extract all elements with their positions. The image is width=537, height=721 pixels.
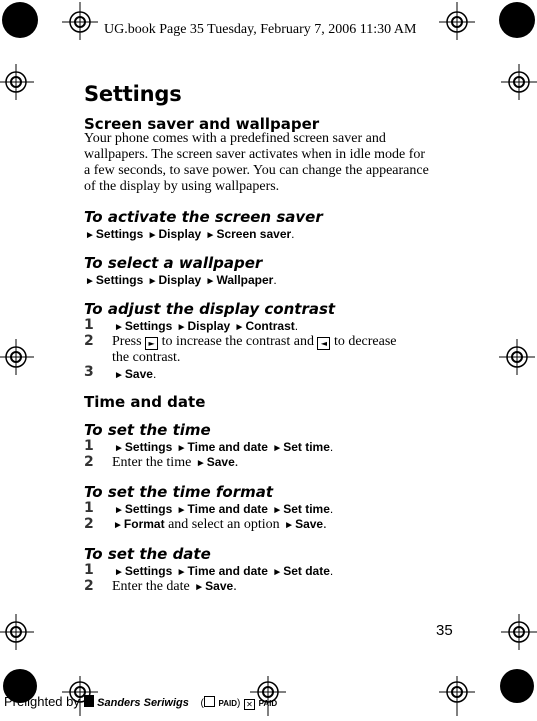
nav-path-screen-saver: ►Settings ►Display ►Screen saver. (85, 227, 295, 241)
step-text: Enter the time (112, 455, 192, 470)
menu-settings: Settings (95, 227, 144, 241)
step-text-format: ►Format and select an option ►Save. (113, 517, 327, 532)
crosshair-mark-bottom-right (437, 676, 477, 721)
step-number: 2 (84, 516, 94, 532)
nav-path-contrast: ►Settings ►Display ►Contrast. (114, 319, 299, 333)
arrow-icon: ► (113, 520, 123, 531)
step-number: 1 (84, 438, 94, 454)
arrow-icon: ► (85, 230, 95, 241)
arrow-icon: ► (114, 567, 124, 578)
menu-set-time: Set time (283, 502, 330, 516)
checkbox-checked-icon: ✕ (244, 699, 255, 710)
arrow-icon: ► (234, 322, 245, 333)
menu-time-and-date: Time and date (187, 564, 268, 578)
page-title: Settings (84, 82, 182, 106)
section-heading-time-date: Time and date (84, 393, 206, 411)
crosshair-mark-middle-left (0, 337, 40, 377)
step-text-continued: the contrast. (112, 350, 181, 365)
nav-path-set-time: ►Settings ►Time and date ►Set time. (114, 440, 334, 454)
menu-time-and-date: Time and date (187, 440, 268, 454)
arrow-icon: ► (114, 443, 124, 454)
arrow-icon: ► (272, 567, 283, 578)
menu-wallpaper: Wallpaper (216, 273, 274, 287)
menu-settings: Settings (124, 319, 173, 333)
arrow-icon: ► (284, 520, 295, 531)
paragraph-line: a few seconds, to save power. You can change the appearance (84, 163, 429, 178)
registration-mark-top-right (497, 0, 537, 40)
arrow-icon: ► (176, 567, 187, 578)
step-text-enter-date: Enter the date ►Save. (112, 579, 237, 594)
menu-screen-saver: Screen saver (216, 227, 292, 241)
paragraph-line: wallpapers. The screen saver activates when in idle mode for (84, 147, 426, 162)
step-text: and select an option (168, 517, 280, 532)
heading-activate-screen-saver: To activate the screen saver (84, 208, 323, 226)
menu-settings: Settings (124, 564, 173, 578)
step-text: Press (112, 334, 142, 349)
step-number: 2 (84, 578, 94, 594)
menu-save: Save (205, 579, 234, 593)
arrow-icon: ► (272, 443, 283, 454)
arrow-icon: ► (205, 276, 216, 287)
menu-time-and-date: Time and date (187, 502, 268, 516)
step-text-contrast (112, 334, 397, 350)
checkbox-icon (204, 696, 215, 707)
arrow-icon: ► (114, 505, 124, 516)
menu-display: Display (187, 319, 231, 333)
arrow-icon: ► (205, 230, 216, 241)
arrow-icon: ► (114, 370, 124, 381)
footer-logo-icon (84, 695, 94, 707)
registration-mark-bottom-right (497, 668, 537, 708)
nav-path-set-date: ►Settings ►Time and date ►Set date. (114, 564, 334, 578)
menu-settings: Settings (124, 440, 173, 454)
menu-set-date: Set date (283, 564, 330, 578)
menu-format: Format (123, 517, 165, 531)
page-header: UG.book Page 35 Tuesday, February 7, 2006 11:30 AM (104, 22, 417, 37)
arrow-icon: ► (272, 505, 283, 516)
arrow-icon: ► (176, 505, 187, 516)
crosshair-mark-upper-right (497, 62, 537, 102)
crosshair-mark-lower-right (497, 612, 537, 652)
paragraph-line: of the display by using wallpapers. (84, 179, 280, 194)
menu-save: Save (124, 367, 153, 381)
step-number: 1 (84, 317, 94, 333)
step-text: to decrease (333, 334, 397, 349)
step-number: 3 (84, 364, 94, 380)
nav-path-time-format: ►Settings ►Time and date ►Set time. (114, 502, 334, 516)
crosshair-mark-upper-left (0, 62, 40, 102)
arrow-icon: ► (147, 276, 158, 287)
arrow-icon: ► (85, 276, 95, 287)
footer-prelighted: Prelighted by Sanders Seriwigs ( PAID) ✕ PAID (4, 694, 278, 709)
navigation-key-right-icon: ► (145, 337, 158, 350)
arrow-icon: ► (147, 230, 158, 241)
heading-select-wallpaper: To select a wallpaper (84, 254, 263, 272)
crosshair-mark-middle-right (497, 337, 537, 377)
paragraph-line: Your phone comes with a predefined screen saver and (84, 131, 386, 146)
page-number: 35 (436, 622, 453, 639)
footer-prefix: Prelighted by (4, 694, 80, 709)
menu-contrast: Contrast (245, 319, 295, 333)
menu-settings: Settings (124, 502, 173, 516)
intro-paragraph (84, 131, 456, 195)
crosshair-mark-top-left (60, 0, 100, 40)
nav-save: ►Save. (114, 367, 157, 381)
footer-brand: Sanders Seriwigs (97, 697, 189, 709)
arrow-icon: ► (114, 322, 124, 333)
footer-paid-2: PAID (258, 699, 278, 708)
menu-display: Display (158, 273, 202, 287)
heading-set-date: To set the date (84, 545, 211, 563)
menu-display: Display (158, 227, 202, 241)
crosshair-mark-lower-left (0, 612, 40, 652)
step-number: 2 (84, 333, 94, 349)
navigation-key-left-icon: ◄ (317, 337, 330, 350)
step-text-enter-time: Enter the time ►Save. (112, 455, 239, 470)
footer-paid: PAID (218, 699, 237, 708)
menu-set-time: Set time (283, 440, 330, 454)
step-text: Enter the date (112, 579, 190, 594)
menu-save: Save (295, 517, 324, 531)
heading-set-time: To set the time (84, 421, 211, 439)
registration-mark-top-left (0, 0, 40, 40)
heading-set-time-format: To set the time format (84, 483, 274, 501)
menu-save: Save (206, 455, 235, 469)
arrow-icon: ► (176, 443, 187, 454)
section-heading-screen-saver: Screen saver and wallpaper (84, 115, 320, 133)
arrow-icon: ► (194, 582, 205, 593)
step-number: 1 (84, 500, 94, 516)
crosshair-mark-top-right (437, 0, 477, 40)
step-number: 2 (84, 454, 94, 470)
heading-adjust-contrast: To adjust the display contrast (84, 300, 336, 318)
step-number: 1 (84, 562, 94, 578)
arrow-icon: ► (176, 322, 187, 333)
nav-path-wallpaper: ►Settings ►Display ►Wallpaper. (85, 273, 277, 287)
arrow-icon: ► (195, 458, 206, 469)
menu-settings: Settings (95, 273, 144, 287)
step-text: to increase the contrast and (161, 334, 314, 349)
